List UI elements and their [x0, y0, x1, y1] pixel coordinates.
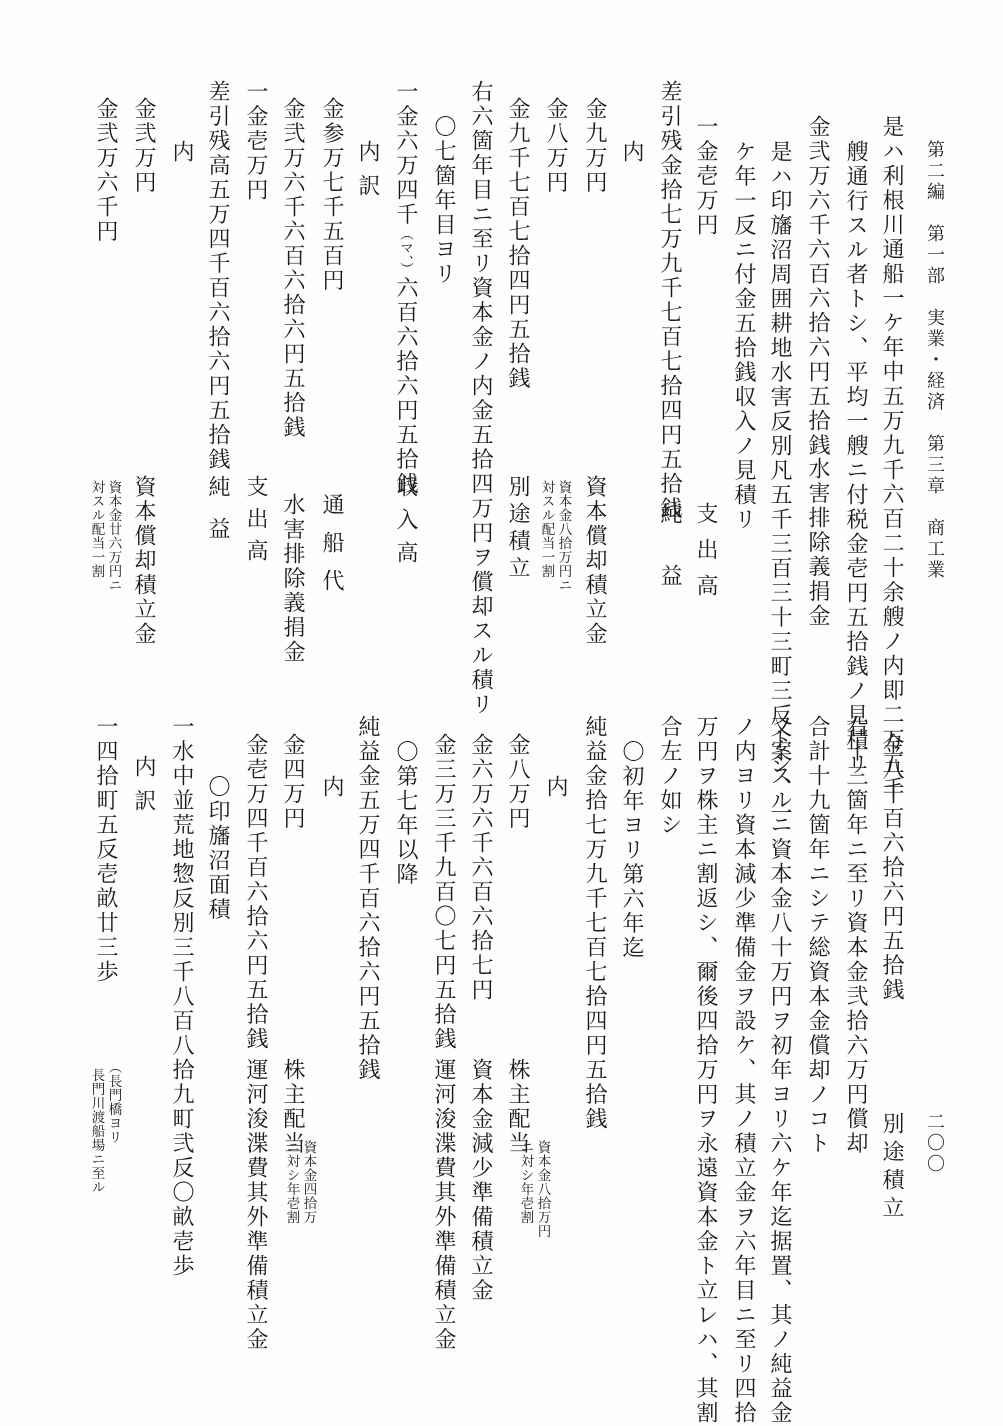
- text-line-note: （長門橋ヨリ: [105, 1060, 122, 1144]
- text-line: 内: [619, 140, 644, 165]
- text-line-note: 対スル配当一割: [88, 480, 105, 578]
- text-line: 内: [319, 775, 344, 800]
- text-line: 是ハ利根川通船一ケ年中五万九千六百二十余艘ノ内即二万五千: [879, 115, 904, 801]
- text-line: 右六箇年目ニ至リ資本金ノ内金五拾四万円ヲ償却スル積リ: [468, 80, 493, 717]
- text-line-label: 純益: [205, 475, 230, 559]
- text-line: ケ年一反ニ付金五拾銭収入ノ見積リ: [731, 140, 756, 532]
- text-line-amount: 金九万円: [582, 97, 607, 195]
- text-line-amount: 差引残金拾七万九千七百七拾四円五拾銭: [657, 80, 682, 521]
- text-line-amount: 金弐万六千六百六拾六円五拾銭: [280, 97, 305, 440]
- text-line-note: 資本金八拾万円ニ: [555, 480, 572, 592]
- page-number: 二〇〇: [924, 1112, 945, 1175]
- text-line-label: 純益: [657, 502, 682, 626]
- text-line-label: 運河浚渫費其外準備積立金: [431, 1058, 456, 1352]
- text-line: 艘通行スル者トシ、平均一艘ニ付税金壱円五拾銭ノ見積リ: [843, 140, 868, 777]
- text-line: 万円ヲ株主ニ割返シ、爾後四拾万円ヲ永遠資本金ト立レハ、其割: [693, 715, 718, 1426]
- text-line-label: 別途積立: [505, 475, 530, 583]
- text-line-amount: 一四拾町五反壱畝廿三歩: [93, 715, 118, 985]
- text-line-note: 資本金四拾万: [300, 1140, 317, 1224]
- amount-suffix: 六百六拾六円五拾銭: [393, 276, 418, 497]
- text-line: 内訳: [355, 140, 380, 208]
- text-line: 是ハ印旛沼周囲耕地水害反別凡五千三百三十三町三反トシ、一: [767, 140, 792, 826]
- text-line: 〇印旛沼面積: [205, 775, 230, 922]
- text-line: 純益金拾七万九千七百七拾四円五拾銭: [582, 715, 607, 1132]
- text-line-amount: 金八万円: [505, 733, 530, 831]
- text-line-label: 株主配当: [280, 1058, 305, 1156]
- running-header: 第二編 第一部 実業・経済 第三章 商工業: [924, 140, 945, 581]
- text-line-label: 支出高: [243, 475, 268, 571]
- text-line-label: 資本償却積立金: [131, 475, 156, 647]
- text-line: 〇第七年以降: [393, 740, 418, 887]
- text-line-amount: 金六万六千六百六拾七円: [468, 733, 493, 1003]
- text-line-amount: 金壱万四千百六拾六円五拾銭: [243, 733, 268, 1052]
- text-line-note: ニ対シ年壱割: [517, 1140, 534, 1224]
- text-line-label: 水害排除義捐金: [280, 493, 305, 665]
- text-line-amount: 金参万七千五百円: [319, 97, 344, 293]
- text-line: 又案スルニ資本金八十万円ヲ初年ヨリ六ケ年迄据置、其ノ純益金: [767, 715, 792, 1426]
- text-line-note: 資本金八拾万円: [534, 1140, 551, 1238]
- text-line-amount: 金九千七百七拾四円五拾銭: [505, 97, 530, 391]
- text-line-label: 水害排除義捐金: [805, 457, 830, 629]
- text-line-label: 支出高: [693, 502, 718, 610]
- text-line: 合計十九箇年ニシテ総資本金償却ノコト: [805, 715, 830, 1156]
- text-line-amount: 金三万三千九百〇七円五拾銭: [431, 733, 456, 1052]
- text-line: 右十三箇年ニ至リ資本金弐拾六万円償却: [843, 715, 868, 1156]
- text-line: 内訳: [131, 755, 156, 823]
- text-line-amount: 金弐万六千六百六拾六円五拾銭: [805, 115, 830, 458]
- text-line-amount: 一金壱万円: [243, 80, 268, 203]
- text-line-amount: 金八千百六拾六円五拾銭: [879, 733, 904, 1003]
- text-line-label: 運河浚渫費其外準備積立金: [243, 1058, 268, 1352]
- text-line-note: ニ対シ年壱割: [283, 1140, 300, 1224]
- text-line-label: 資本金減少準備積立金: [468, 1058, 493, 1303]
- text-line-note: 対スル配当一割: [538, 480, 555, 578]
- text-line: 合左ノ如シ: [657, 715, 682, 838]
- text-line: 〇初年ヨリ第六年迄: [619, 740, 644, 961]
- text-line: 〇七箇年目ヨリ: [431, 115, 456, 287]
- text-line-label: 資本償却積立金: [582, 475, 607, 647]
- amount-prefix: 一金六万四千: [393, 80, 418, 227]
- text-line: 純益金五万四千百六拾六円五拾銭: [355, 715, 380, 1083]
- text-line-amount: 金弐万六千円: [93, 97, 118, 244]
- text-line-note: 長門川渡船場ニ至ル: [88, 1068, 105, 1194]
- text-line-label: 通船代: [319, 493, 344, 607]
- text-line-amount: 金弐万円: [131, 97, 156, 195]
- text-line: ノ内ヨリ資本減少準備金ヲ設ケ、其ノ積立金ヲ六年目ニ至リ四拾: [731, 715, 756, 1426]
- text-line: 内: [543, 775, 568, 800]
- text-line-label: 収入高: [393, 475, 418, 574]
- text-line-amount: [394, 80, 416, 497]
- text-line: 内: [169, 140, 194, 165]
- text-line-note: 資本金廿六万円ニ: [105, 480, 122, 592]
- text-line-amount: 金四万円: [280, 733, 305, 831]
- text-line-label: 株主配当: [505, 1058, 530, 1156]
- text-line-label: 別途積立: [879, 1112, 904, 1224]
- text-line-amount: 金八万円: [543, 97, 568, 195]
- ruby-note: （マ、）: [397, 227, 413, 277]
- text-line-amount: 一金壱万円: [693, 115, 718, 238]
- text-line: 一水中並荒地惣反別三千八百八拾九町弐反〇畝壱歩: [169, 715, 194, 1279]
- text-line-amount: 差引残高五万四千百六拾六円五拾銭: [205, 80, 230, 472]
